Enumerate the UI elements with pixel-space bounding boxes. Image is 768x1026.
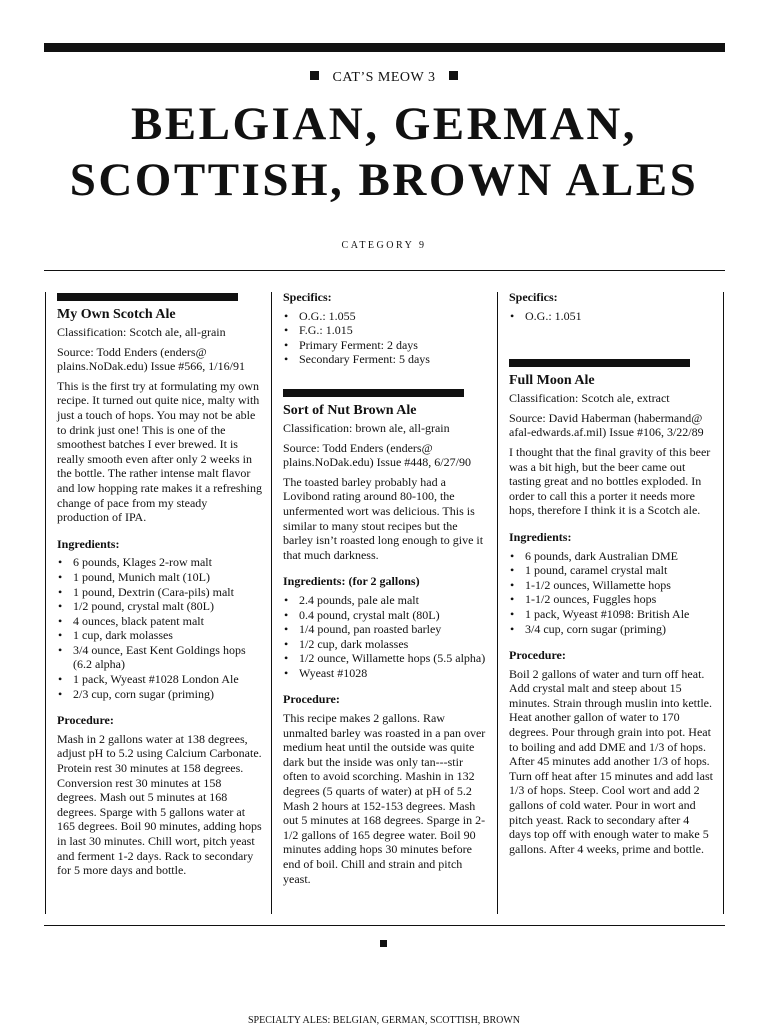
list-item: • Wyeast #1028 bbox=[283, 666, 488, 681]
recipe-column-3 bbox=[509, 290, 714, 861]
recipe-classification: Classification: Scotch ale, all-grain bbox=[57, 325, 226, 339]
list-item: • 1 cup, dark molasses bbox=[57, 628, 262, 643]
list-item: • 6 pounds, dark Australian DME bbox=[509, 549, 714, 564]
series-label: CAT’S MEOW 3 bbox=[332, 70, 436, 85]
ingredients-heading: Ingredients: bbox=[57, 536, 120, 551]
list-item: • 3/4 ounce, East Kent Goldings hops (6.2 alpha) bbox=[57, 643, 262, 672]
list-item: • O.G.: 1.051 bbox=[509, 309, 714, 324]
procedure-heading: Procedure: bbox=[283, 692, 340, 707]
recipe-description: This is the first try at formulating my own recipe. It turned out quite nice, malty with just a touch of hops. You may not be able to drink just one! This is one of the smoothest batches I ever brewed. It is really smooth even after only 2 weeks in the bottle. The rather intense malt flavor and low hopping rate makes it a refreshing change of pace from my steady production of IPA. bbox=[57, 378, 262, 525]
procedure-text: This recipe makes 2 gallons. Raw unmalted barley was roasted in a pan over medium heat until the outside was quite dark but the inside was only tan---stir often to avoid scorching. Mashin in 132 degrees (5 quarts of water) at pH of 5.2 Mash 2 hours at 152-153 degrees. Mash out 5 minutes at 168 degrees. Sparge in 2-1/2 gallons of 165 degree water. Boil 90 minutes adding hops 30 minutes before end of boil. Chill and strain and pitch yeast. bbox=[283, 711, 486, 886]
procedure-text: Mash in 2 gallons water at 138 degrees, adjust pH to 5.2 using Calcium Carbonate. Protein rest 30 minutes at 158 degrees. Conversion rest 30 minutes at 158 degrees. Mash out 5 minutes at 168 degrees. Sparge with 5 gallons water at 165 degrees. Boil 90 minutes, adding hops in last 30 minutes. Chill wort, pitch yeast and ferment 1-2 days. Rack to secondary for 5 more days and bottle. bbox=[57, 731, 262, 878]
ingredients-list bbox=[509, 549, 714, 637]
square-bullet-icon bbox=[449, 71, 458, 80]
recipe-column-2 bbox=[283, 290, 488, 891]
ingredients-list bbox=[57, 555, 262, 701]
list-item: • 2.4 pounds, pale ale malt bbox=[283, 593, 488, 608]
footer-divider bbox=[44, 925, 725, 926]
ingredients-heading: Ingredients: bbox=[509, 529, 572, 544]
page-title bbox=[0, 96, 768, 208]
list-item: • 1/2 pound, crystal malt (80L) bbox=[57, 599, 262, 614]
recipe-title-bar bbox=[509, 359, 690, 367]
header-divider bbox=[44, 270, 725, 271]
list-item: • 1 pound, Munich malt (10L) bbox=[57, 570, 262, 585]
specifics-list bbox=[283, 309, 488, 367]
column-divider bbox=[271, 292, 272, 914]
list-item: • 1 pound, Dextrin (Cara-pils) malt bbox=[57, 585, 262, 600]
procedure-heading: Procedure: bbox=[57, 713, 114, 728]
ingredients-list bbox=[283, 593, 488, 681]
recipe-title: Sort of Nut Brown Ale bbox=[283, 402, 417, 418]
recipe-title: My Own Scotch Ale bbox=[57, 307, 176, 322]
procedure-text: Boil 2 gallons of water and turn off heat. Add crystal malt and steep about 15 minutes. Strain through muslin into kettle. Heat another gallon of water to 170 degrees. Pour through grain into pot. Heat to boiling and add DME and 1/3 of hops. After 45 minutes add another 1/3 of hops. Turn off heat after 15 minutes and add last 1/3 of hops. Steep. Cool wort and add 2 gallons of cold water. Pour in wort and pitch yeast. Rack to secondary after 4 days top off with enough water to make 5 gallons. After 4 weeks, prime and bottle. bbox=[509, 666, 713, 856]
column-divider bbox=[497, 292, 498, 914]
recipe-source: Source: Todd Enders (enders@ plains.NoDak.edu) Issue #566, 1/16/91 bbox=[57, 344, 245, 374]
recipe-classification: Classification: Scotch ale, extract bbox=[509, 391, 670, 406]
recipe-classification: Classification: brown ale, all-grain bbox=[283, 420, 450, 435]
list-item: • 1-1/2 ounces, Fuggles hops bbox=[509, 592, 714, 607]
series-line bbox=[0, 70, 768, 86]
list-item: • 6 pounds, Klages 2-row malt bbox=[57, 555, 262, 570]
category-label: CATEGORY 9 bbox=[341, 240, 427, 251]
recipe-title: Full Moon Ale bbox=[509, 373, 595, 389]
list-item: • Secondary Ferment: 5 days bbox=[283, 352, 488, 367]
title-line-2: SCOTTISH, BROWN ALES bbox=[69, 154, 699, 206]
specifics-heading: Specifics: bbox=[509, 290, 558, 304]
procedure-heading: Procedure: bbox=[509, 648, 566, 663]
list-item: • 1/2 cup, dark molasses bbox=[283, 637, 488, 652]
column-divider bbox=[723, 292, 724, 914]
list-item: • 4 ounces, black patent malt bbox=[57, 614, 262, 629]
recipe-description: I thought that the final gravity of this beer was a bit high, but the beer came out tasting great and no bottles exploded. In order to call this a porter it needs more hops, therefore I think it is a Scotch ale. bbox=[509, 444, 711, 518]
column-divider bbox=[45, 292, 46, 914]
list-item: • 0.4 pound, crystal malt (80L) bbox=[283, 608, 488, 623]
recipe-source: Source: Todd Enders (enders@ plains.NoDak.edu) Issue #448, 6/27/90 bbox=[283, 440, 471, 470]
specifics-heading: Specifics: bbox=[283, 290, 332, 304]
list-item: • 1 pound, caramel crystal malt bbox=[509, 563, 714, 578]
recipe-title-bar bbox=[283, 389, 464, 397]
top-rule bbox=[44, 43, 725, 52]
recipe-description: The toasted barley probably had a Lovibond rating around 80-100, the unfermented wort was delicious. This is similar to many stout recipes but the barley isn’t roasted long enough to give it that much darkness. bbox=[283, 474, 484, 562]
list-item: • 1/2 ounce, Willamette hops (5.5 alpha) bbox=[283, 651, 488, 666]
title-line-1: BELGIAN, GERMAN, bbox=[130, 98, 638, 150]
list-item: • F.G.: 1.015 bbox=[283, 323, 488, 338]
square-bullet-icon bbox=[380, 940, 387, 947]
specifics-list bbox=[509, 309, 714, 324]
list-item: • 3/4 cup, corn sugar (priming) bbox=[509, 622, 714, 637]
page-footer: SPECIALTY ALES: BELGIAN, GERMAN, SCOTTISH, BROWN bbox=[247, 1015, 521, 1026]
recipe-title-bar bbox=[57, 293, 238, 301]
square-bullet-icon bbox=[310, 71, 319, 80]
ingredients-heading: Ingredients: (for 2 gallons) bbox=[283, 574, 420, 589]
list-item: • 1 pack, Wyeast #1028 London Ale bbox=[57, 672, 262, 687]
recipe-source: Source: David Haberman (habermand@ afal-edwards.af.mil) Issue #106, 3/22/89 bbox=[509, 410, 704, 440]
spacer bbox=[509, 323, 714, 359]
list-item: • 1 pack, Wyeast #1098: British Ale bbox=[509, 607, 714, 622]
recipe-column-1 bbox=[57, 293, 262, 883]
list-item: • Primary Ferment: 2 days bbox=[283, 338, 488, 353]
list-item: • 2/3 cup, corn sugar (priming) bbox=[57, 687, 262, 702]
list-item: • 1-1/2 ounces, Willamette hops bbox=[509, 578, 714, 593]
list-item: • 1/4 pound, pan roasted barley bbox=[283, 622, 488, 637]
list-item: • O.G.: 1.055 bbox=[283, 309, 488, 324]
spacer bbox=[283, 367, 488, 389]
